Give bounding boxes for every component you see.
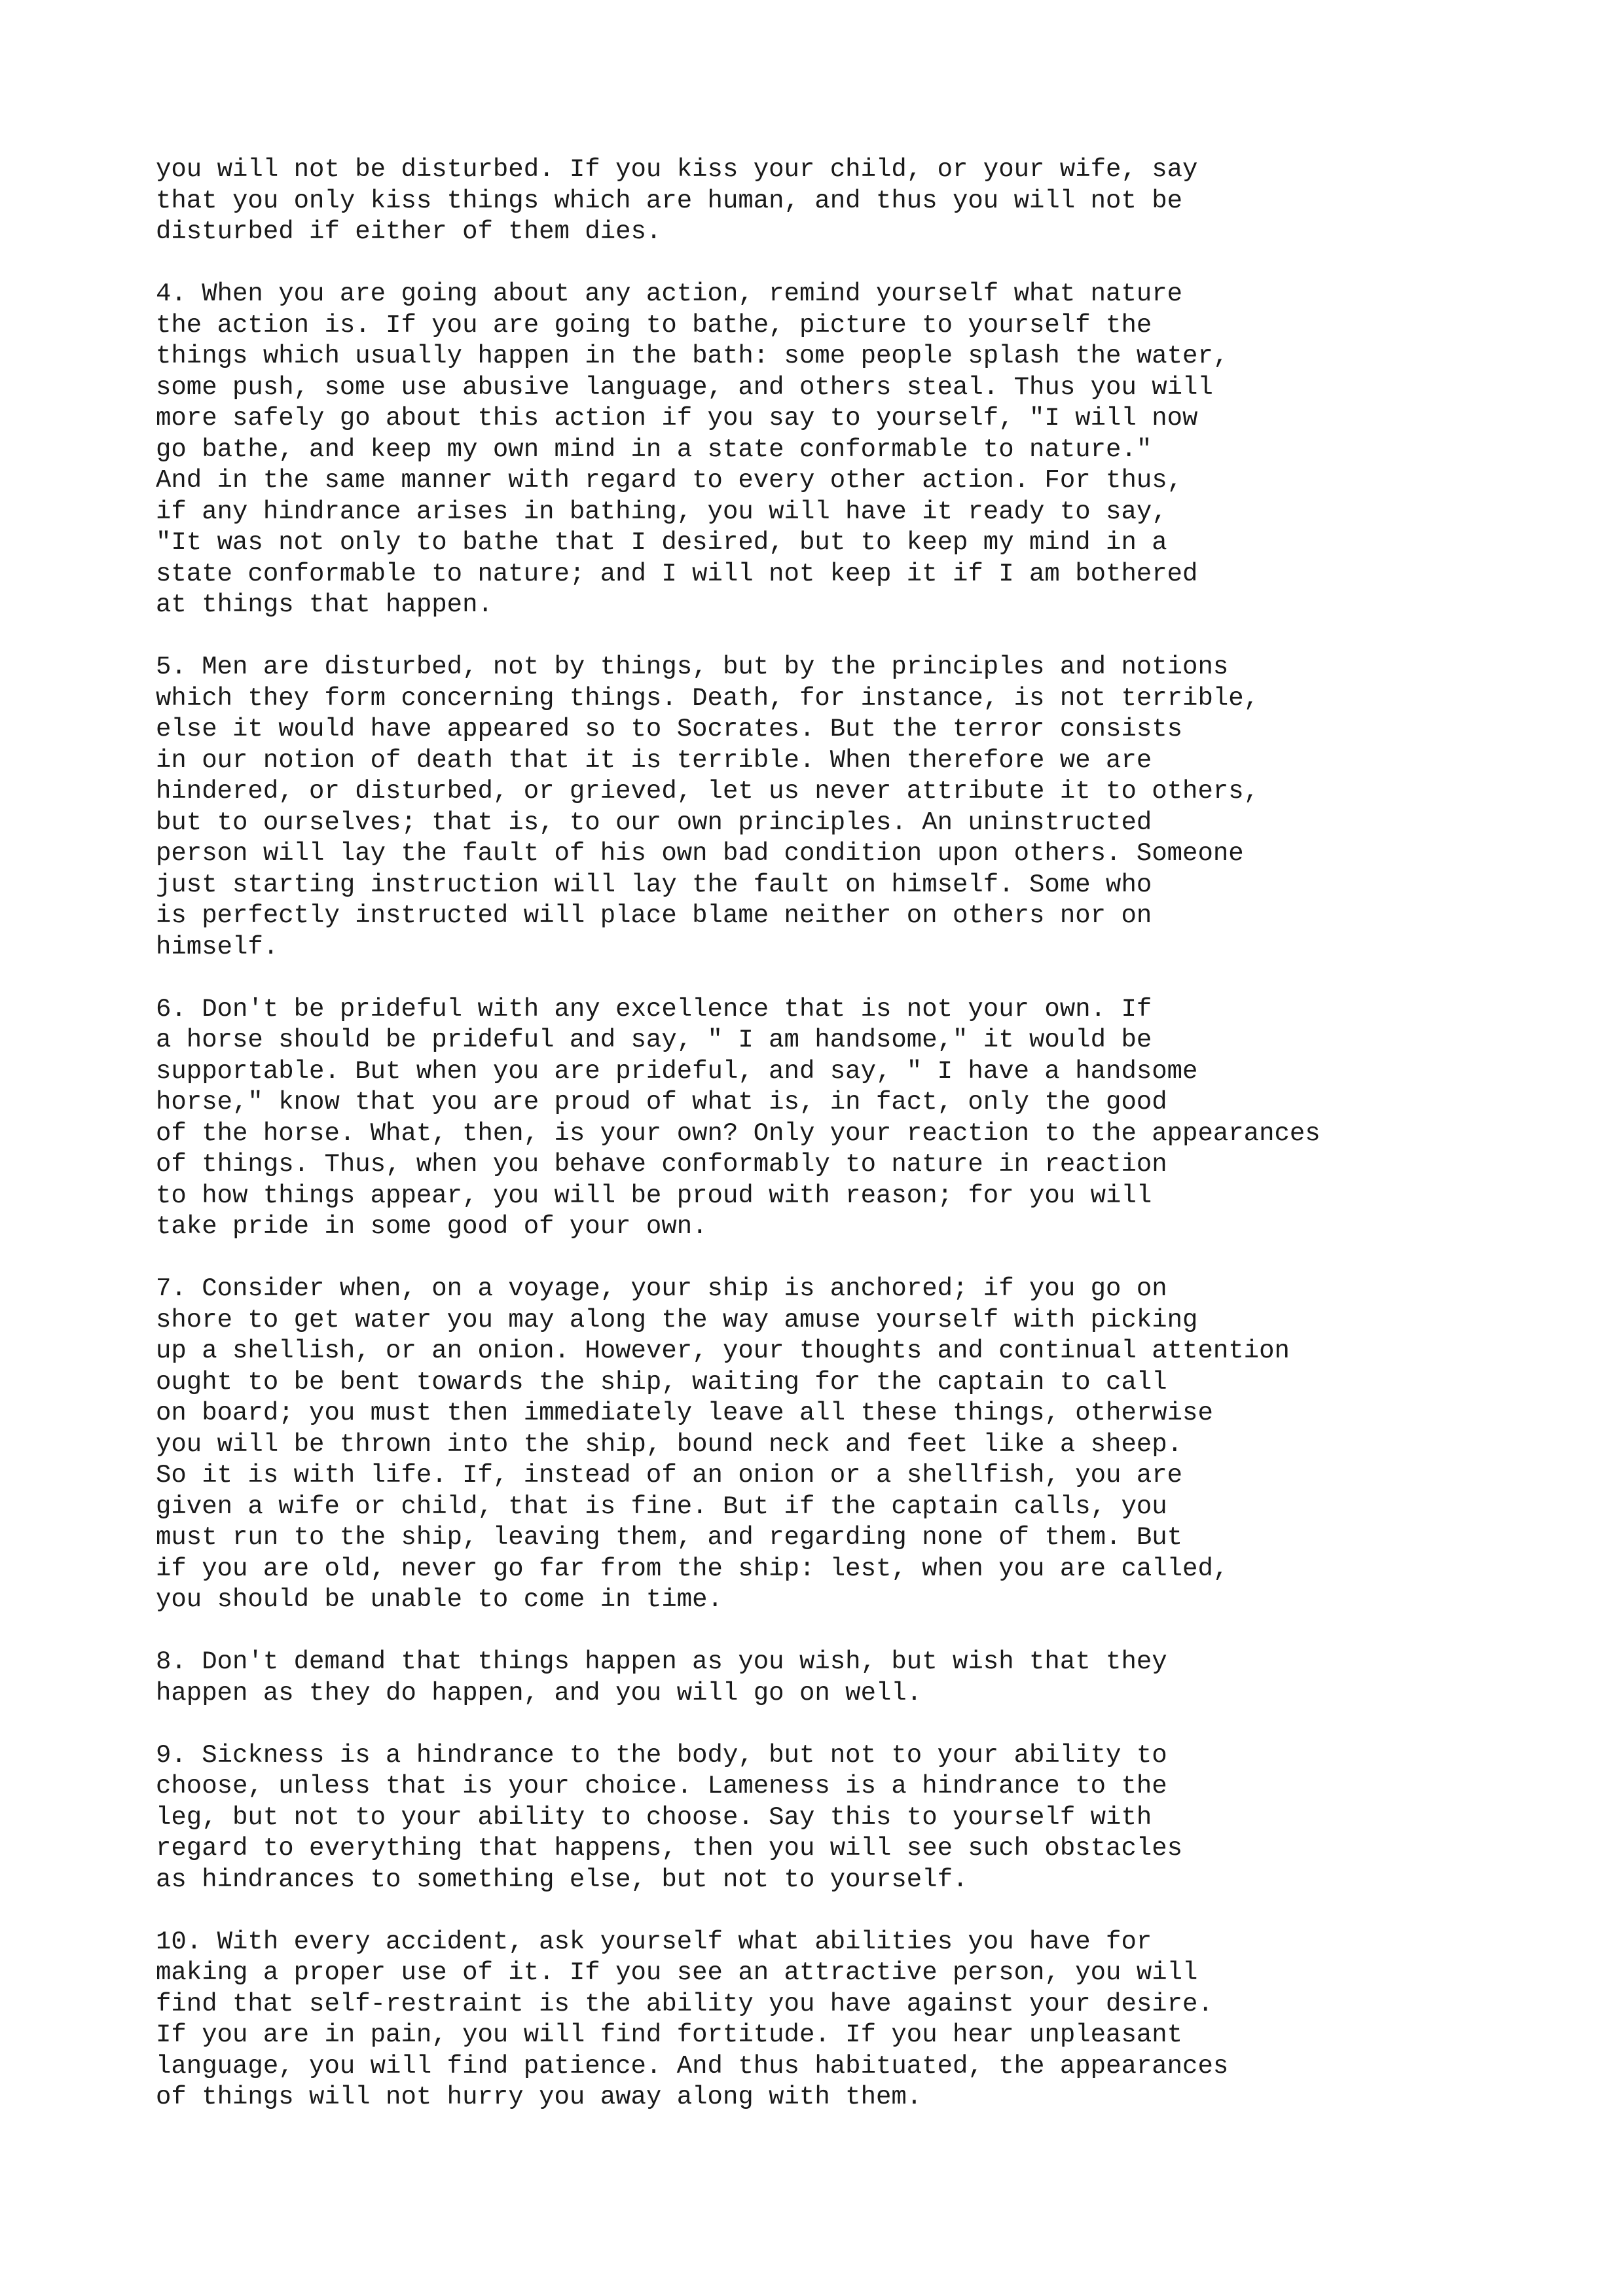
text-line: find that self-restraint is the ability you have against your desire. (156, 1989, 1213, 2018)
text-line: supportable. But when you are prideful, and say, " I have a handsome (156, 1056, 1198, 1086)
text-line: disturbed if either of them dies. (156, 217, 662, 246)
text-line: to how things appear, you will be proud with reason; for you will (156, 1181, 1152, 1210)
text-line: And in the same manner with regard to every other action. For thus, (156, 466, 1183, 495)
text-line: you should be unable to come in time. (156, 1585, 723, 1614)
text-line: on board; you must then immediately leave all these things, otherwise (156, 1399, 1213, 1427)
text-line: take pride in some good of your own. (156, 1212, 708, 1241)
text-line: hindered, or disturbed, or grieved, let us never attribute it to others, (156, 777, 1260, 806)
text-line: given a wife or child, that is fine. But if the captain calls, you (156, 1492, 1167, 1521)
paragraph-p-10 (156, 1927, 1596, 2113)
text-line: up a shellish, or an onion. However, your thoughts and continual attention (156, 1336, 1290, 1365)
text-line: 6. Don't be prideful with any excellence that is not your own. If (156, 994, 1152, 1024)
text-line: 9. Sickness is a hindrance to the body, but not to your ability to (156, 1740, 1167, 1770)
paragraph-p-5 (156, 652, 1596, 963)
text-line: making a proper use of it. If you see an attractive person, you will (156, 1958, 1198, 1987)
text-line: of the horse. What, then, is your own? Only your reaction to the appearances (156, 1119, 1321, 1148)
text-line: a horse should be prideful and say, " I am handsome," it would be (156, 1026, 1152, 1054)
text-line: is perfectly instructed will place blame neither on others nor on (156, 901, 1152, 930)
text-line: that you only kiss things which are human, and thus you will not be (156, 186, 1183, 215)
text-line: 8. Don't demand that things happen as you wish, but wish that they (156, 1647, 1167, 1676)
text-line: which they form concerning things. Death, for instance, is not terrible, (156, 683, 1260, 713)
text-line: things which usually happen in the bath: some people splash the water, (156, 342, 1229, 370)
text-line: choose, unless that is your choice. Lameness is a hindrance to the (156, 1772, 1167, 1801)
text-line: but to ourselves; that is, to our own principles. An uninstructed (156, 808, 1152, 837)
text-line: must run to the ship, leaving them, and regarding none of them. But (156, 1523, 1183, 1552)
text-line: 4. When you are going about any action, remind yourself what nature (156, 279, 1183, 308)
text-line: So it is with life. If, instead of an onion or a shellfish, you are (156, 1461, 1183, 1490)
text-line: happen as they do happen, and you will go on well. (156, 1678, 922, 1708)
paragraph-p-4 (156, 279, 1596, 621)
text-line: of things will not hurry you away along with them. (156, 2083, 922, 2111)
text-line: "It was not only to bathe that I desired, but to keep my mind in a (156, 528, 1167, 557)
text-line: if you are old, never go far from the ship: lest, when you are called, (156, 1554, 1229, 1583)
text-line: you will not be disturbed. If you kiss your child, or your wife, say (156, 155, 1198, 184)
text-line: just starting instruction will lay the fault on himself. Some who (156, 870, 1152, 899)
text-line: of things. Thus, when you behave conformably to nature in reaction (156, 1150, 1167, 1179)
paragraph-p-8 (156, 1647, 1596, 1709)
text-line: If you are in pain, you will find fortitude. If you hear unpleasant (156, 2020, 1183, 2049)
text-line: you will be thrown into the ship, bound neck and feet like a sheep. (156, 1429, 1183, 1459)
text-line: in our notion of death that it is terrible. When therefore we are (156, 745, 1152, 775)
text-line: himself. (156, 932, 279, 961)
paragraph-cont-3 (156, 154, 1596, 248)
document-body-text (156, 154, 1596, 2144)
text-line: as hindrances to something else, but not to yourself. (156, 1865, 968, 1894)
text-line: some push, some use abusive language, and others steal. Thus you will (156, 372, 1213, 402)
text-line: 5. Men are disturbed, not by things, but by the principles and notions (156, 653, 1229, 681)
text-line: language, you will find patience. And thus habituated, the appearances (156, 2051, 1229, 2081)
text-line: else it would have appeared so to Socrates. But the terror consists (156, 715, 1183, 744)
paragraph-p-6 (156, 994, 1596, 1243)
text-line: ought to be bent towards the ship, waiting for the captain to call (156, 1367, 1167, 1397)
text-line: person will lay the fault of his own bad condition upon others. Someone (156, 839, 1244, 868)
text-line: 7. Consider when, on a voyage, your ship is anchored; if you go on (156, 1274, 1167, 1303)
text-line: more safely go about this action if you say to yourself, "I will now (156, 404, 1198, 433)
text-line: shore to get water you may along the way amuse yourself with picking (156, 1305, 1198, 1335)
text-line: at things that happen. (156, 590, 493, 619)
text-line: 10. With every accident, ask yourself what abilities you have for (156, 1927, 1152, 1956)
text-line: state conformable to nature; and I will not keep it if I am bothered (156, 559, 1198, 588)
text-line: if any hindrance arises in bathing, you will have it ready to say, (156, 497, 1167, 526)
paragraph-p-9 (156, 1740, 1596, 1896)
text-line: the action is. If you are going to bathe, picture to yourself the (156, 310, 1152, 340)
text-line: horse," know that you are proud of what is, in fact, only the good (156, 1088, 1167, 1117)
text-line: go bathe, and keep my own mind in a state conformable to nature." (156, 435, 1152, 464)
paragraph-p-7 (156, 1274, 1596, 1616)
text-line: leg, but not to your ability to choose. Say this to yourself with (156, 1803, 1152, 1832)
text-line: regard to everything that happens, then you will see such obstacles (156, 1834, 1183, 1863)
